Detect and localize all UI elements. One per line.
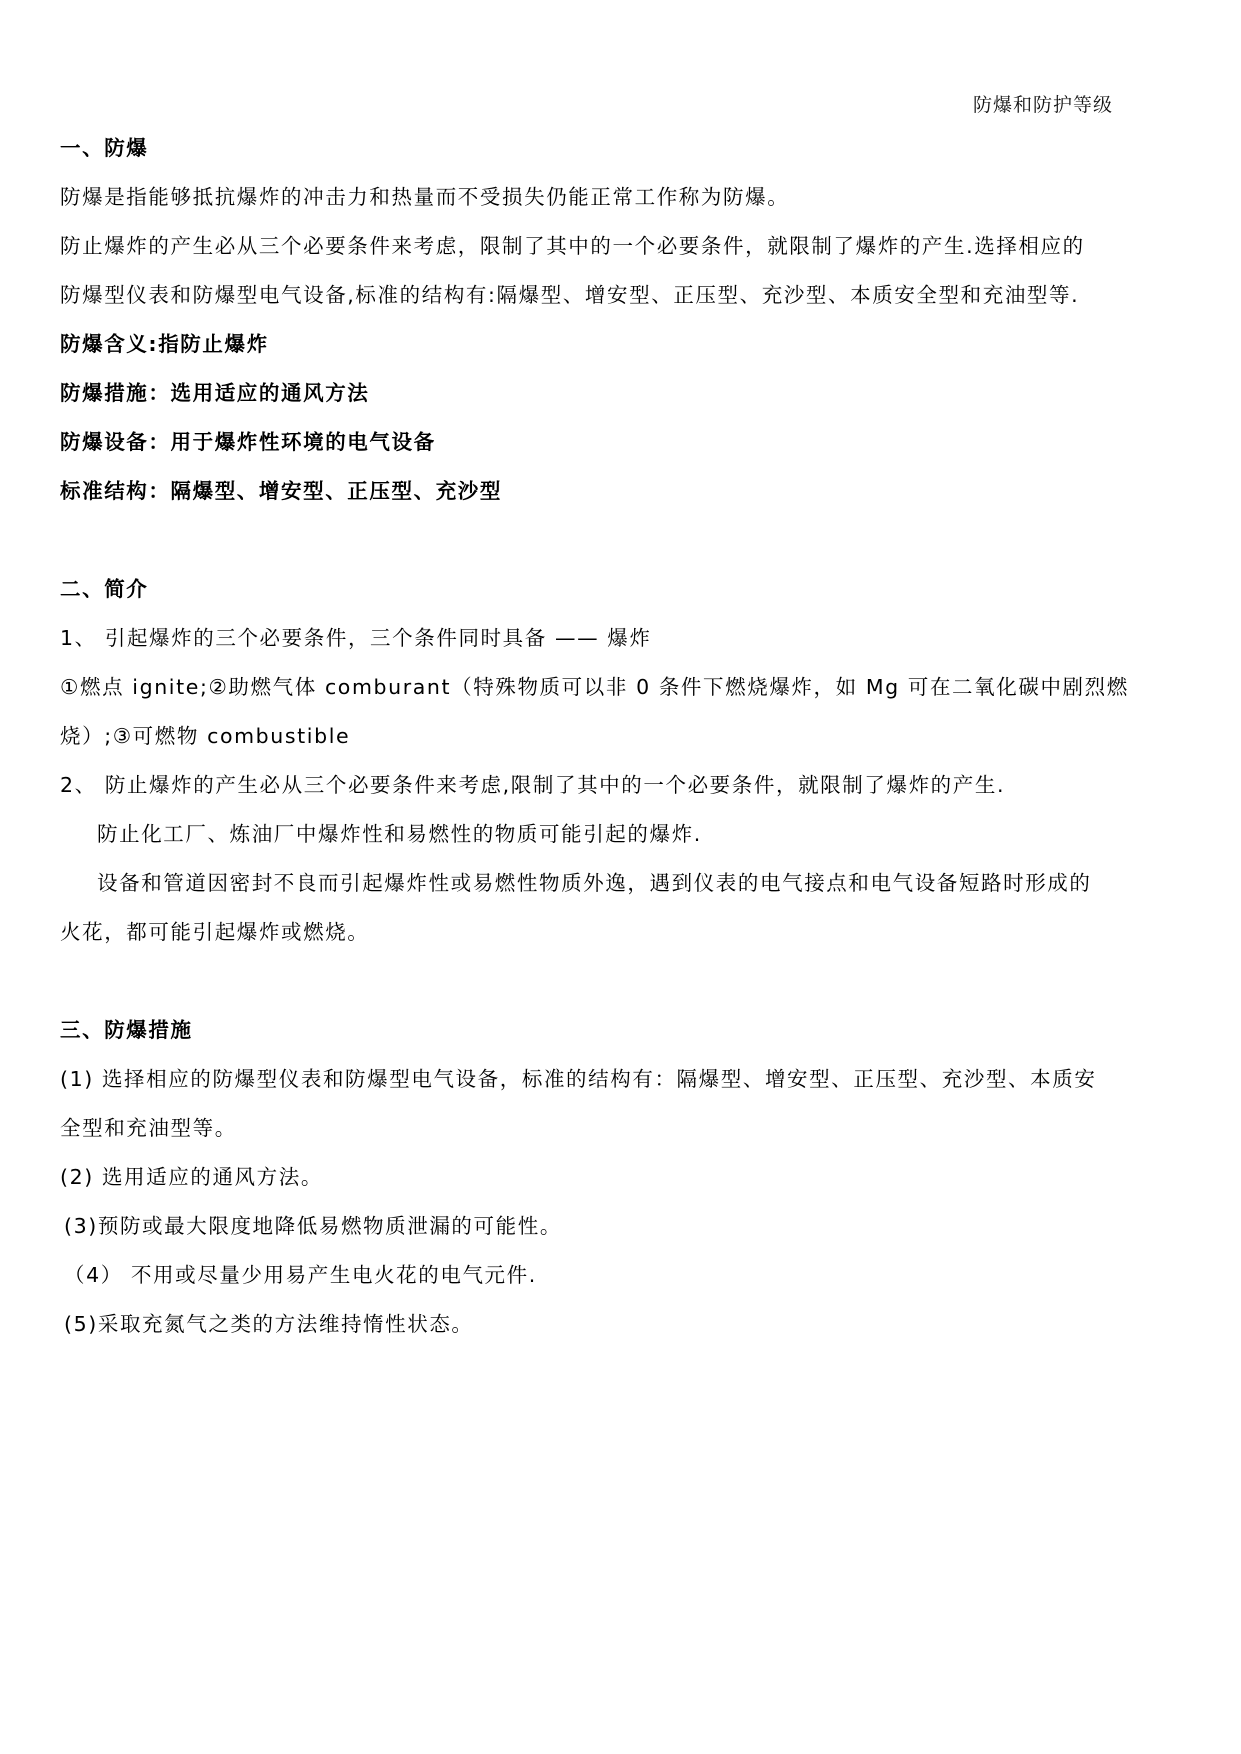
document-body (60, 124, 1180, 1349)
structure-line: 标准结构：隔爆型、增安型、正压型、充沙型 (60, 479, 502, 503)
prevention-paragraph-line-1: 防止爆炸的产生必从三个必要条件来考虑，限制了其中的一个必要条件，就限制了爆炸的产生.选择相应的 (60, 234, 1085, 258)
measure-3: (3)预防或最大限度地降低易燃物质泄漏的可能性。 (64, 1214, 562, 1238)
measure-5: (5)采取充氮气之类的方法维持惰性状态。 (64, 1312, 474, 1336)
measure-4: （4） 不用或尽量少用易产生电火花的电气元件. (64, 1263, 537, 1287)
section-spacer (60, 957, 1180, 1006)
intro-item-2: 2、 防止爆炸的产生必从三个必要条件来考虑,限制了其中的一个必要条件，就限制了爆炸的产生. (60, 773, 1006, 797)
section-heading-explosion-proof: 一、防爆 (60, 136, 149, 160)
intro-item-1: 1、 引起爆炸的三个必要条件，三个条件同时具备 —— 爆炸 (60, 626, 652, 650)
intro-item-1-detail-line-2: 烧）;③可燃物 combustible (60, 724, 351, 748)
page-header: 防爆和防护等级 (972, 94, 1113, 116)
intro-item-2-paragraph-2-line-2: 火花，都可能引起爆炸或燃烧。 (60, 920, 370, 944)
measures-line: 防爆措施：选用适应的通风方法 (60, 381, 370, 405)
measure-1-line-2: 全型和充油型等。 (60, 1116, 237, 1140)
section-spacer (60, 516, 1180, 565)
intro-item-2-paragraph-2-line-1: 设备和管道因密封不良而引起爆炸性或易燃性物质外逸，遇到仪表的电气接点和电气设备短路时形成的 (97, 871, 1092, 895)
definition-paragraph: 防爆是指能够抵抗爆炸的冲击力和热量而不受损失仍能正常工作称为防爆。 (60, 185, 790, 209)
intro-item-2-paragraph-1: 防止化工厂、炼油厂中爆炸性和易燃性的物质可能引起的爆炸. (97, 822, 702, 846)
prevention-paragraph-line-2: 防爆型仪表和防爆型电气设备,标准的结构有:隔爆型、增安型、正压型、充沙型、本质安全型和充油型等. (60, 283, 1080, 307)
intro-item-1-detail-line-1: ①燃点 ignite;②助燃气体 comburant（特殊物质可以非 0 条件下燃烧爆炸，如 Mg 可在二氧化碳中剧烈燃 (60, 675, 1129, 699)
equipment-line: 防爆设备：用于爆炸性环境的电气设备 (60, 430, 436, 454)
meaning-line: 防爆含义:指防止爆炸 (60, 332, 269, 356)
section-heading-introduction: 二、简介 (60, 577, 149, 601)
measure-2: (2) 选用适应的通风方法。 (60, 1165, 323, 1189)
section-heading-measures: 三、防爆措施 (60, 1018, 193, 1042)
measure-1-line-1: (1) 选择相应的防爆型仪表和防爆型电气设备，标准的结构有：隔爆型、增安型、正压型、充沙型、本质安 (60, 1067, 1097, 1091)
